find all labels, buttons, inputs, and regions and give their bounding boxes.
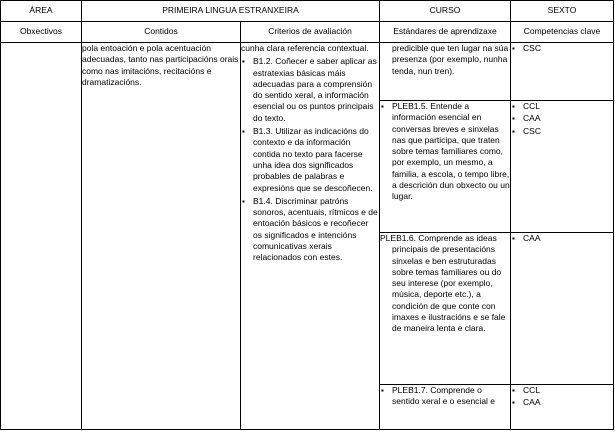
criterio-item: ▪ B1.3. Utilizar as indicacións do contexto e da información contida no texto para facerse unha idea dos significados probables de palabras e expresións que se descoñecen.	[241, 126, 379, 194]
criterios-list	[241, 43, 379, 264]
competency-badge: ▪ CCL	[511, 101, 613, 112]
standard-text: PLEB1.6. Comprende as ideas principais de presentacións sinxelas e ben estruturadas sobre temas familiares ou do seu interese (por exemplo, música, deporte etc.), a condición de que conte con imaxes e ilustracións e se fale de maneira lenta e clara.	[380, 233, 506, 334]
standard-cell	[380, 233, 511, 385]
competency-badge: ▪ CAA	[511, 113, 613, 124]
competency-badge: ▪ CAA	[511, 233, 613, 244]
col-header-estandares: Estándares de aprendizaxe	[380, 22, 511, 43]
header-row-columns	[1, 22, 614, 43]
competencias-cell	[511, 43, 614, 101]
criterio-item: ▪ B1.4. Discriminar patróns sonoros, acentuais, rítmicos e de entoación básicos e recoñecer os significados e intencións comunicativas xerais relacionados con estes.	[241, 196, 379, 264]
standard-text: ▪ PLEB1.5. Entende a información esencial en conversas breves e sinxelas nas que participa, que traten sobre temas familiares como, por exemplo, un mesmo, a familia, a escola, o tempo libre, a descrición dun obxecto ou un lugar.	[380, 101, 510, 203]
course-value: SEXTO	[511, 1, 614, 22]
standard-cell	[380, 101, 511, 233]
competencias-cell	[511, 101, 614, 233]
competency-badge: ▪ CSC	[511, 126, 613, 137]
contidos-text: pola entoación e pola acentuación adecuadas, tanto nas participacións orais como nas imitacións, recitacións e dramatizacións.	[82, 43, 239, 87]
course-label: CURSO	[380, 1, 511, 22]
competencias-cell	[511, 233, 614, 385]
contidos-cell	[82, 43, 241, 430]
header-row-area	[1, 1, 614, 22]
col-header-obxectivos: Obxectivos	[1, 22, 82, 43]
standard-cell	[380, 385, 511, 430]
standard-cell	[380, 43, 511, 101]
col-header-contidos: Contidos	[82, 22, 241, 43]
criterio-item: ▪ B1.2. Coñecer e saber aplicar as estratexias básicas máis adecuadas para a comprensión do sentido xeral, a información esencial ou os puntos principais do texto.	[241, 56, 379, 124]
standard-text: ▪ PLEB1.7. Comprende o sentido xeral e o esencial e	[380, 385, 510, 408]
obxectivos-cell	[1, 43, 82, 430]
competencias-cell	[511, 385, 614, 430]
col-header-competencias: Competencias clave	[511, 22, 614, 43]
competency-badge: ▪ CSC	[511, 43, 613, 54]
standard-text: predicible que ten lugar na súa presenza (por exemplo, nunha tenda, nun tren).	[392, 43, 509, 76]
competency-badge: ▪ CAA	[511, 397, 613, 408]
col-header-criterios: Criterios de avaliación	[241, 22, 380, 43]
criterios-cell	[241, 43, 380, 430]
competency-badge: ▪ CCL	[511, 385, 613, 396]
area-value: PRIMEIRA LINGUA ESTRANXEIRA	[82, 1, 380, 22]
area-label: ÁREA	[1, 1, 82, 22]
criterio-item: cunha clara referencia contextual.	[241, 43, 369, 53]
table-row	[1, 43, 614, 101]
